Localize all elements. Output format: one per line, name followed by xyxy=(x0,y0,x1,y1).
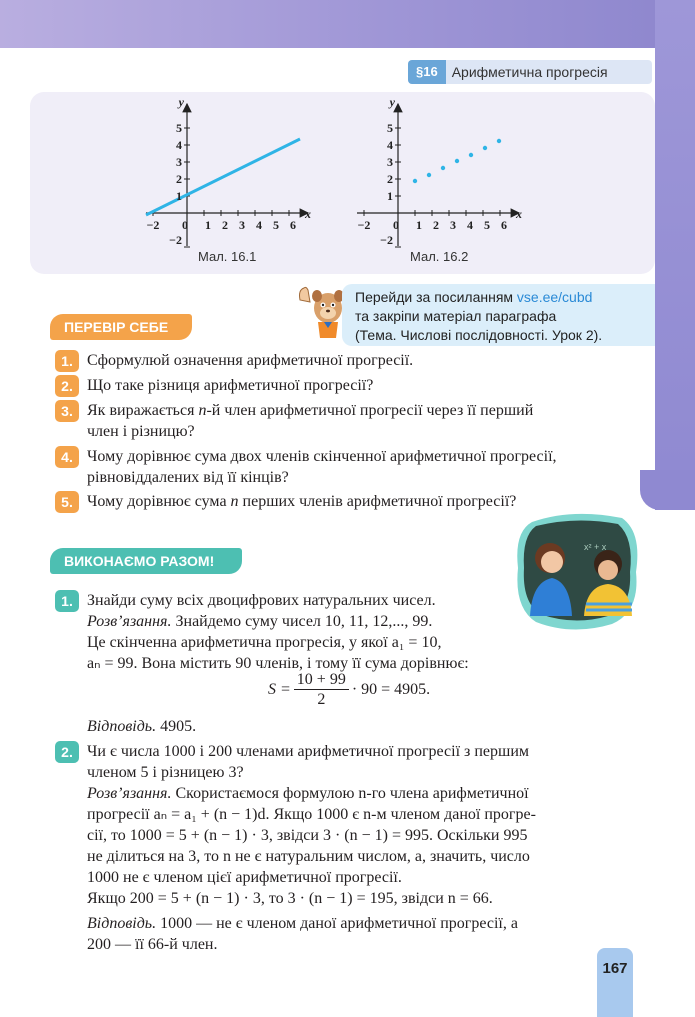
question-number: 3. xyxy=(55,400,79,422)
x-tick: 4 xyxy=(467,218,473,232)
question-number: 2. xyxy=(55,375,79,397)
sequence-point xyxy=(483,146,487,150)
y-tick: −2 xyxy=(380,233,393,247)
x-tick: 0 xyxy=(393,218,399,232)
question-text: Як виражається n-й член арифметичної прогресії через її перший член і різницю? xyxy=(87,402,534,440)
sequence-point xyxy=(441,166,445,170)
y-tick: 1 xyxy=(176,189,182,203)
y-tick: 5 xyxy=(387,121,393,135)
x-tick: 5 xyxy=(484,218,490,232)
question-text: Чому дорівнює сума двох членів скінченної арифметичної прогресії, рівновіддалених від її кінців? xyxy=(87,448,557,486)
y-tick: 2 xyxy=(387,172,393,186)
y-tick: 2 xyxy=(176,172,182,186)
top-band xyxy=(0,0,695,48)
x-tick: 0 xyxy=(182,218,188,232)
y-tick: 4 xyxy=(176,138,182,152)
figure-16-1 xyxy=(146,95,311,247)
y-tick: 4 xyxy=(387,138,393,152)
x-axis-label: x xyxy=(516,207,522,221)
x-tick: 3 xyxy=(239,218,245,232)
x-tick: 1 xyxy=(416,218,422,232)
x-tick: −2 xyxy=(146,218,160,232)
link-prefix: Перейди за посиланням xyxy=(355,289,517,305)
question-text: Що таке різниця арифметичної прогресії? xyxy=(87,377,374,394)
y-tick: 1 xyxy=(387,189,393,203)
example-text: Знайди суму всіх двоцифрових натуральних чисел. Розв’язання. Знайдемо суму чисел 10, 11, 12,..., 99. Це скінченна арифметична прогресія, у якої a₁ = 10, aₙ = 99. Вона містить 90 членів, і тому її сума дорівнює: xyxy=(87,592,469,672)
question-1 xyxy=(55,350,625,371)
x-tick: 6 xyxy=(501,218,507,232)
do-together-heading: ВИКОНАЄМО РАЗОМ! xyxy=(50,548,242,574)
figure-caption: Мал. 16.2 xyxy=(410,249,469,264)
x-tick: 2 xyxy=(433,218,439,232)
question-text: Сформулюй означення арифметичної прогресії. xyxy=(87,352,414,369)
x-tick: 5 xyxy=(273,218,279,232)
x-axis-label: x xyxy=(305,207,311,221)
example-2 xyxy=(55,741,625,955)
link-line-3: (Тема. Числові послідовності. Урок 2). xyxy=(355,327,603,343)
y-tick: −2 xyxy=(169,233,182,247)
example-1-answer: Відповідь. 4905. xyxy=(87,718,197,735)
y-axis-label: y xyxy=(178,95,184,109)
sequence-point xyxy=(469,153,473,157)
svg-text:x² + x: x² + x xyxy=(584,542,607,552)
question-number: 5. xyxy=(55,491,79,513)
x-tick: 1 xyxy=(205,218,211,232)
question-3 xyxy=(55,400,625,442)
question-2 xyxy=(55,375,625,396)
check-yourself-heading: ПЕРЕВІР СЕБЕ xyxy=(50,314,192,340)
x-tick: −2 xyxy=(357,218,371,232)
question-number: 1. xyxy=(55,350,79,372)
link-line-2: та закріпи матеріал параграфа xyxy=(355,308,557,324)
example-number: 1. xyxy=(55,590,79,612)
question-4 xyxy=(55,446,625,488)
graphs-svg xyxy=(30,92,655,274)
y-tick: 3 xyxy=(387,155,393,169)
y-tick: 3 xyxy=(176,155,182,169)
example-text: Чи є числа 1000 і 200 членами арифметичної прогресії з першим членом 5 і різницею 3? Розв’язання. Скористаємося формулою n-го члена арифметичної прогресії aₙ = a₁ + (n − 1)d. Якщо 1000 є n-м членом даної прогре- сії, то 1000 = 5 + (n − 1) · 3, звідси 3 · (n − 1) = 995. Оскільки 995 не ділиться на 3, то n не є натуральним числом, а, значить, число 1000 не є членом цієї арифметичної прогресії. Якщо 200 = 5 + (n − 1) · 3, то 3 · (n − 1) = 195, звідси n = 66. Відповідь. 1000 — не є членом даної арифметичної прогресії, а 200 — її 66-й член. xyxy=(87,743,536,953)
y-axis-label: y xyxy=(389,95,395,109)
right-side-band xyxy=(655,0,695,510)
section-title: Арифметична прогресія xyxy=(451,64,608,80)
y-tick: 5 xyxy=(176,121,182,135)
section-header xyxy=(408,60,652,84)
figure-16-2 xyxy=(357,95,522,247)
question-5 xyxy=(55,491,625,512)
right-band-tail xyxy=(640,470,695,510)
x-tick: 2 xyxy=(222,218,228,232)
example-1 xyxy=(55,590,625,674)
question-number: 4. xyxy=(55,446,79,468)
example-number: 2. xyxy=(55,741,79,763)
resource-link[interactable]: vse.ee/cubd xyxy=(516,289,593,305)
x-tick: 3 xyxy=(450,218,456,232)
x-tick: 4 xyxy=(256,218,262,232)
linear-function-line xyxy=(146,139,300,215)
x-tick: 6 xyxy=(290,218,296,232)
sequence-point xyxy=(497,139,501,143)
sum-formula: S = $\frac{10 + 99}{2}$ · 90 = 4905. xyxy=(268,671,431,708)
link-box xyxy=(342,284,655,346)
sequence-point xyxy=(413,179,417,183)
figure-caption: Мал. 16.1 xyxy=(198,249,257,264)
sequence-point xyxy=(427,173,431,177)
question-text: Чому дорівнює сума n перших членів арифметичної прогресії? xyxy=(87,493,517,510)
section-number: §16 xyxy=(408,60,446,84)
sequence-point xyxy=(455,159,459,163)
graphs-panel xyxy=(30,92,655,274)
page-number: 167 xyxy=(597,948,633,1017)
